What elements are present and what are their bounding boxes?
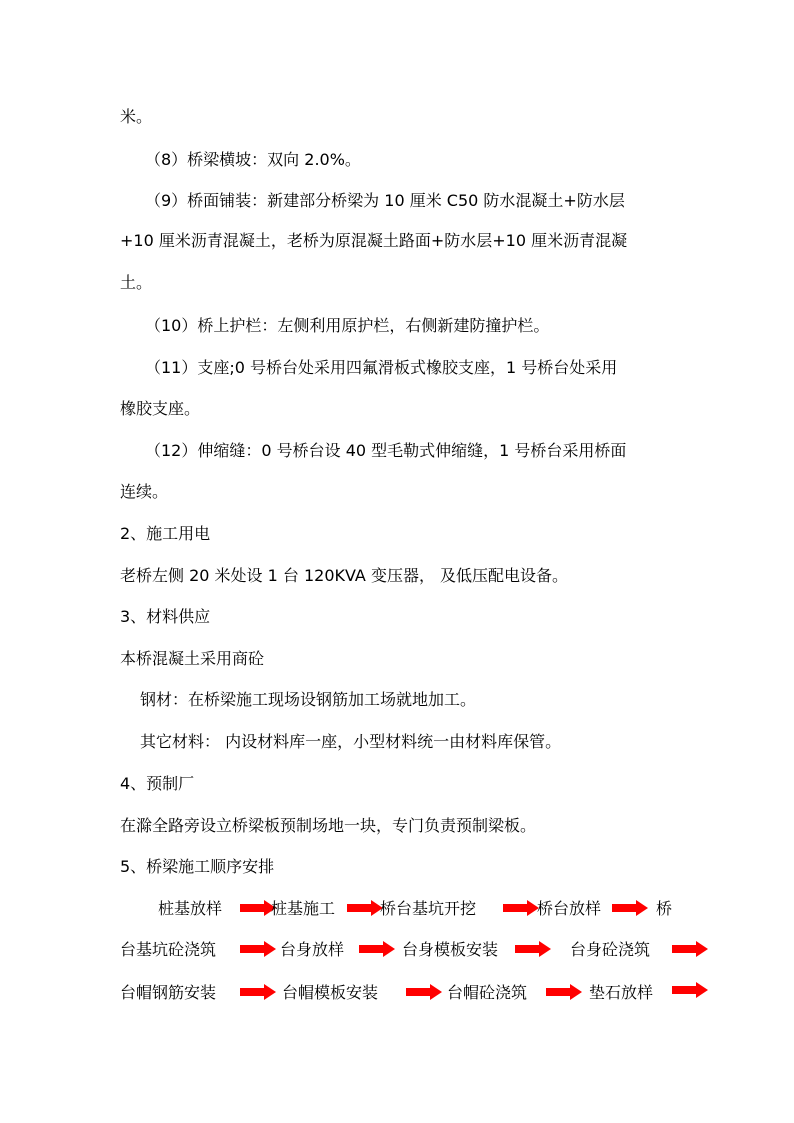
flow-arrow-icon bbox=[612, 900, 648, 916]
paragraph-text: 橡胶支座。 bbox=[120, 399, 201, 418]
paragraph-text: 其它材料： 内设材料库一座，小型材料统一由材料库保管。 bbox=[140, 732, 562, 751]
flow-step: 台基坑砼浇筑 bbox=[120, 940, 217, 959]
paragraph-text: 米。 bbox=[120, 107, 153, 126]
paragraph-text: （8）桥梁横坡：双向 2.0%。 bbox=[145, 150, 361, 169]
paragraph-text: +10 厘米沥青混凝土，老桥为原混凝土路面+防水层+10 厘米沥青混凝 bbox=[120, 231, 628, 250]
flow-step: 台身放样 bbox=[280, 940, 345, 959]
flow-step: 台身砼浇筑 bbox=[570, 940, 651, 959]
paragraph-text: （12）伸缩缝：0 号桥台设 40 型毛勒式伸缩缝，1 号桥台采用桥面 bbox=[145, 441, 627, 460]
flow-arrow-icon bbox=[503, 900, 539, 916]
flow-step: 台帽模板安装 bbox=[282, 983, 379, 1002]
flow-step: 桩基放样 bbox=[158, 899, 223, 918]
flow-arrow-icon bbox=[515, 941, 551, 957]
paragraph-text: 本桥混凝土采用商砼 bbox=[120, 649, 265, 668]
flow-step: 台帽钢筋安装 bbox=[120, 983, 217, 1002]
flow-arrow-icon bbox=[672, 982, 708, 998]
section-heading: 3、材料供应 bbox=[120, 607, 211, 626]
paragraph-text: 土。 bbox=[120, 273, 153, 292]
flow-step: 台身模板安装 bbox=[402, 940, 499, 959]
flow-step: 台帽砼浇筑 bbox=[447, 983, 528, 1002]
flow-arrow-icon bbox=[406, 984, 442, 1000]
flow-arrow-icon bbox=[359, 941, 395, 957]
paragraph-text: （10）桥上护栏：左侧利用原护栏，右侧新建防撞护栏。 bbox=[145, 316, 550, 335]
section-heading: 4、预制厂 bbox=[120, 774, 195, 793]
flow-arrow-icon bbox=[347, 900, 383, 916]
paragraph-text: （11）支座;0 号桥台处采用四氟滑板式橡胶支座，1 号桥台处采用 bbox=[145, 358, 618, 377]
flow-step: 桩基施工 bbox=[271, 899, 336, 918]
flow-step: 垫石放样 bbox=[589, 983, 654, 1002]
paragraph-text: 钢材：在桥梁施工现场设钢筋加工场就地加工。 bbox=[140, 690, 477, 709]
flow-arrow-icon bbox=[240, 941, 276, 957]
flow-step: 桥台基坑开挖 bbox=[380, 899, 477, 918]
paragraph-text: 在滁全路旁设立桥梁板预制场地一块，专门负责预制梁板。 bbox=[120, 816, 537, 835]
paragraph-text: 老桥左侧 20 米处设 1 台 120KVA 变压器， 及低压配电设备。 bbox=[120, 566, 569, 585]
flow-arrow-icon bbox=[546, 984, 582, 1000]
paragraph-text: （9）桥面铺装：新建部分桥梁为 10 厘米 C50 防水混凝土+防水层 bbox=[145, 191, 625, 210]
flow-arrow-icon bbox=[672, 941, 708, 957]
flow-step: 桥 bbox=[656, 899, 673, 918]
flow-arrow-icon bbox=[240, 984, 276, 1000]
flow-step: 桥台放样 bbox=[537, 899, 602, 918]
section-heading: 5、桥梁施工顺序安排 bbox=[120, 857, 275, 876]
paragraph-text: 连续。 bbox=[120, 482, 169, 501]
section-heading: 2、施工用电 bbox=[120, 524, 211, 543]
